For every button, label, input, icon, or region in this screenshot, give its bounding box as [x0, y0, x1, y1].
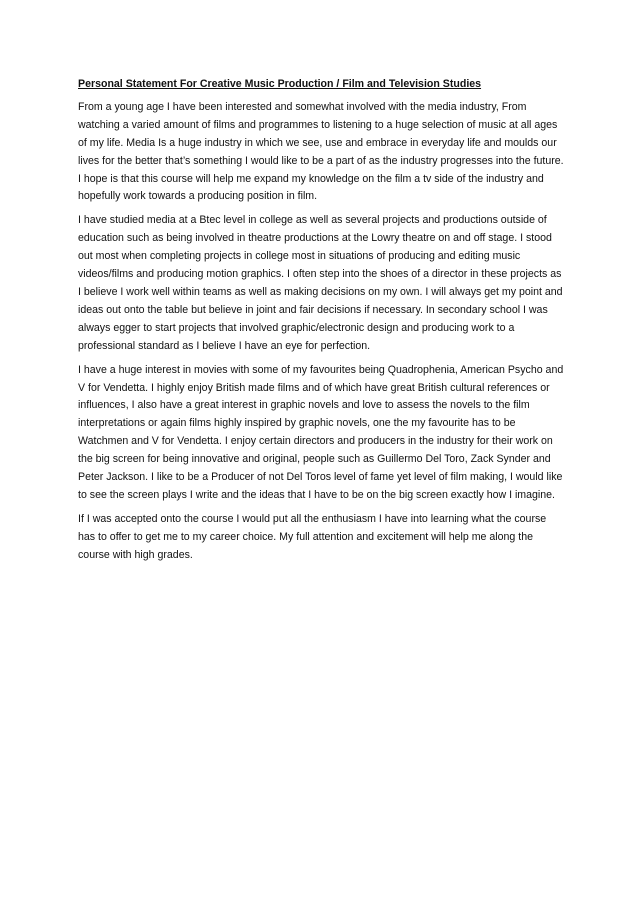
paragraph-introduction: From a young age I have been interested and somewhat involved with the media industry, From watching a varied amount of films and programmes to listening to a huge selection of music at all ages of my life. Media Is a huge industry in which we see, use and embrace in everyday life and moulds our lives for the better that’s something I would like to be a part of as the industry progresses into the future. I hope is that this course will help me expand my knowledge on the film a tv side of the industry and hopefully work towards a producing position in film.	[78, 100, 564, 203]
paragraph-education: I have studied media at a Btec level in college as well as several projects and productions outside of education such as being involved in theatre productions at the Lowry theatre on and off stage. I stood out most when completing projects in college most in situations of producing and editing music videos/films and producing motion graphics. I often step into the shoes of a director in these projects as I believe I work well within teams as well as making decisions on my own. I will always get my point and ideas out onto the table but believe in joint and fair decisions if necessary. In secondary school I was always egger to start projects that involved graphic/electronic design and producing work to a professional standard as I believe I have an eye for perfection.	[78, 214, 563, 352]
paragraph-conclusion: If I was accepted onto the course I would put all the enthusiasm I have into learning what the course has to offer to get me to my career choice. My full attention and excitement will help me along the course with high grades.	[78, 512, 547, 561]
document-title: Personal Statement For Creative Music Production / Film and Television Studies	[78, 78, 482, 90]
paragraph-interests: I have a huge interest in movies with some of my favourites being Quadrophenia, American Psycho and V for Vendetta. I highly enjoy British made films and of which have great British cultural references or influences, I also have a great interest in graphic novels and love to assess the novels to the film interpretations or again films highly inspired by graphic novels, one the my favourite has to be Watchmen and V for Vendetta. I enjoy certain directors and producers in the industry for their work on the big screen for being innovative and original, people such as Guillermo Del Toro, Zack Synder and Peter Jackson. I like to be a Producer of not Del Toros level of fame yet level of film making, I would like to see the screen plays I write and the ideas that I have to be on the big screen exactly how I imagine.	[78, 363, 564, 501]
document-body	[78, 76, 564, 571]
